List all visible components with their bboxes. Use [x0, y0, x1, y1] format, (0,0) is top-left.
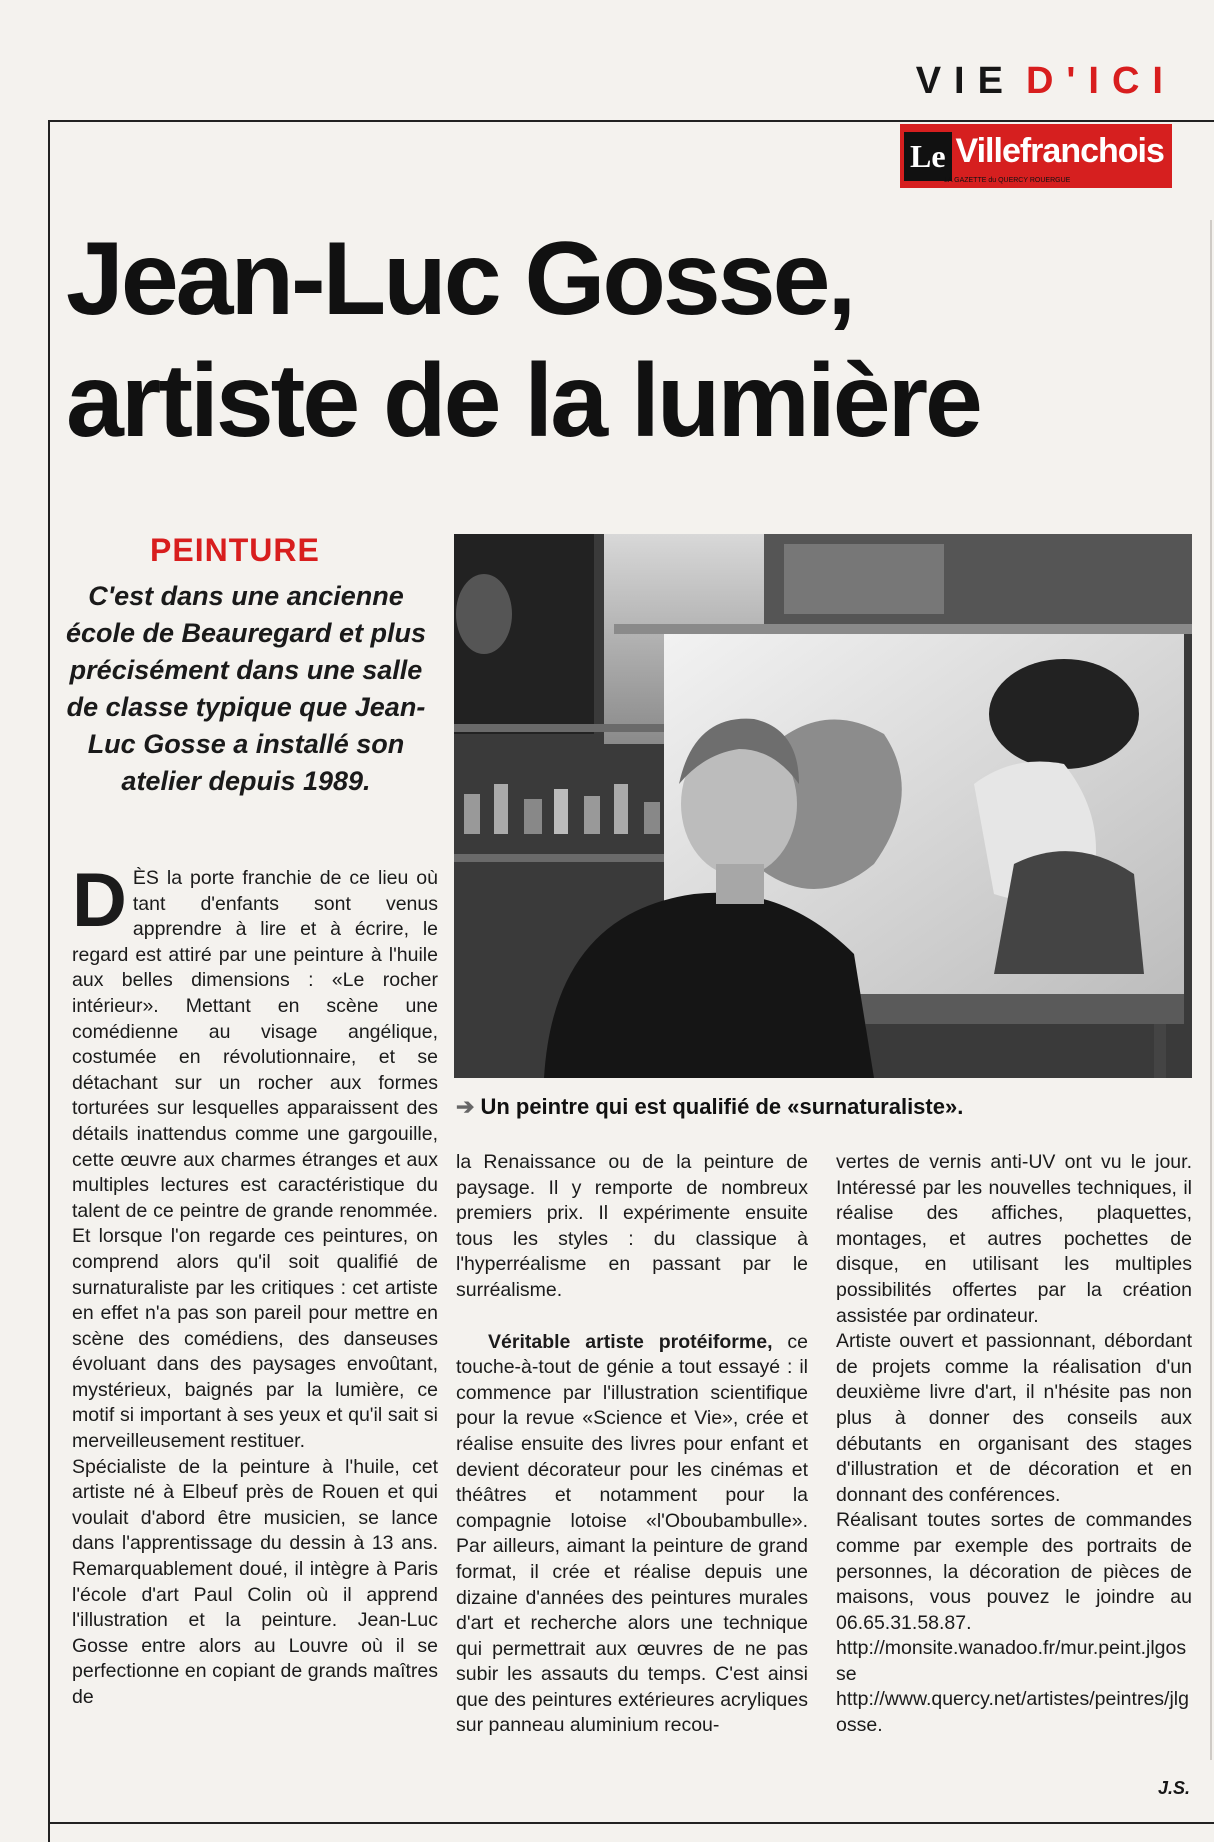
body-column-1	[72, 858, 438, 1711]
drop-cap: D	[72, 858, 127, 943]
body-paragraph: Réalisant toutes sortes de commandes comme par exemple des portraits de personnes, la décoration de pièces de maisons, vous pouvez le joindre au 06.65.31.58.87.	[836, 1509, 1192, 1634]
paragraph-lead: Véritable artiste protéiforme,	[488, 1330, 773, 1353]
photo-caption	[456, 1094, 963, 1120]
website-link-2[interactable]: http://www.quercy.net/artistes/peintres/jlgosse.	[836, 1688, 1189, 1737]
body-column-3	[836, 1150, 1192, 1739]
website-link-1[interactable]: http://monsite.wanadoo.fr/mur.peint.jlgosse	[836, 1637, 1187, 1685]
adjacent-column-rule	[1210, 220, 1212, 1760]
caption-text: Un peintre qui est qualifié de «surnaturaliste».	[480, 1094, 964, 1119]
headline-line-2: artiste de la lumière	[66, 343, 980, 459]
logo-subtitle: LA GAZETTE du QUERCY ROUERGUE	[944, 177, 1071, 184]
bottom-rule	[48, 1822, 1214, 1824]
paragraph-text: ÈS la porte franchie de ce lieu où tant d'enfants sont venus apprendre à lire et à écrire, le regard est attiré par une peinture à l'huile aux belles dimensions : «Le rocher intérieur». Mettant en scène une comédienne au visage angélique, costumée en révolutionnaire, et se détachant sur un rocher aux formes torturées sur lesquelles apparaissent des détails inattendus comme une gargouille, cette œuvre aux charmes étranges et aux multiples lectures est caractéristique du talent de ce peintre de grande renommée. Et lorsque l'on regarde ces peintures, on comprend alors qu'il soit qualifié de surnaturaliste par les critiques : cet artiste en effet n'a pas son pareil pour mettre en scène des comédiens, des danseuses évoluant dans des paysages envoûtant, mystérieux, baignés par la lumière, ce motif si important à ses yeux et qu'il sait si merveilleusement restituer.	[72, 867, 438, 1453]
article-headline	[66, 218, 1166, 462]
body-paragraph	[72, 858, 438, 1455]
kicker: PEINTURE	[150, 532, 320, 568]
logo-name: Villefranchois	[955, 131, 1164, 170]
arrow-right-icon: ➔	[456, 1094, 475, 1119]
body-paragraph	[456, 1330, 808, 1740]
chapo-lead: C'est dans une ancienne école de Beauregard et plus précisément dans une salle de classe typique que Jean-Luc Gosse a installé son atelier depuis 1989.	[65, 581, 427, 796]
author-signature: J.S.	[1157, 1778, 1190, 1798]
section-word-vie: VIE	[915, 60, 1016, 102]
article-photo	[454, 534, 1192, 1078]
body-column-2	[456, 1150, 808, 1739]
body-paragraph: Spécialiste de la peinture à l'huile, cet artiste né à Elbeuf près de Rouen et qui voulait d'abord être musicien, se lance dans l'apprentissage du dessin à 13 ans. Remarquablement doué, il intègre à Paris l'école d'art Paul Colin où il apprend l'illustration et la peinture. Jean-Luc Gosse entre alors au Louvre où il se perfectionne en copiant de grands maîtres de	[72, 1455, 438, 1708]
body-paragraph: Artiste ouvert et passionnant, débordant de projets comme la réalisation d'un deuxième livre d'art, il n'hésite pas non plus à donner des conseils aux débutants en organisant des stages d'illustration et de décoration et en donnant des conférences.	[836, 1330, 1192, 1506]
section-header	[916, 60, 1176, 103]
body-paragraph: la Renaissance ou de la peinture de paysage. Il y remporte de nombreux premiers prix. Il expérimente ensuite tous les styles : du classique à l'hyperréalisme en passant par le surréalisme.	[456, 1151, 808, 1301]
body-paragraph: vertes de vernis anti-UV ont vu le jour. Intéressé par les nouvelles techniques, il réalise des affiches, plaquettes, montages, et autres pochettes de disque, en utilisant les multiples possibilités offertes par la création assistée par ordinateur.	[836, 1151, 1192, 1327]
paragraph-text: ce touche-à-tout de génie a tout essayé : il commence par l'illustration scientifique pour la revue «Science et Vie», crée et réalise ensuite des livres pour enfant et devient décorateur pour les cinémas et théâtres et notamment pour la compagnie lotoise «l'Oboubambulle». Par ailleurs, aimant la peinture de grand format, il crée et réalise depuis une dizaine d'années des peintures murales d'art et recherche alors une technique qui permettrait aux œuvres de ne pas subir les assauts du temps. C'est ainsi que des peintures extérieures acryliques sur panneau aluminium recou-	[456, 1330, 809, 1737]
section-word-dici: D'ICI	[1025, 60, 1176, 102]
newspaper-logo	[900, 124, 1172, 188]
painter-photo-illustration	[454, 534, 1192, 1078]
headline-line-1: Jean-Luc Gosse,	[66, 221, 854, 337]
logo-le: Le	[904, 132, 952, 181]
